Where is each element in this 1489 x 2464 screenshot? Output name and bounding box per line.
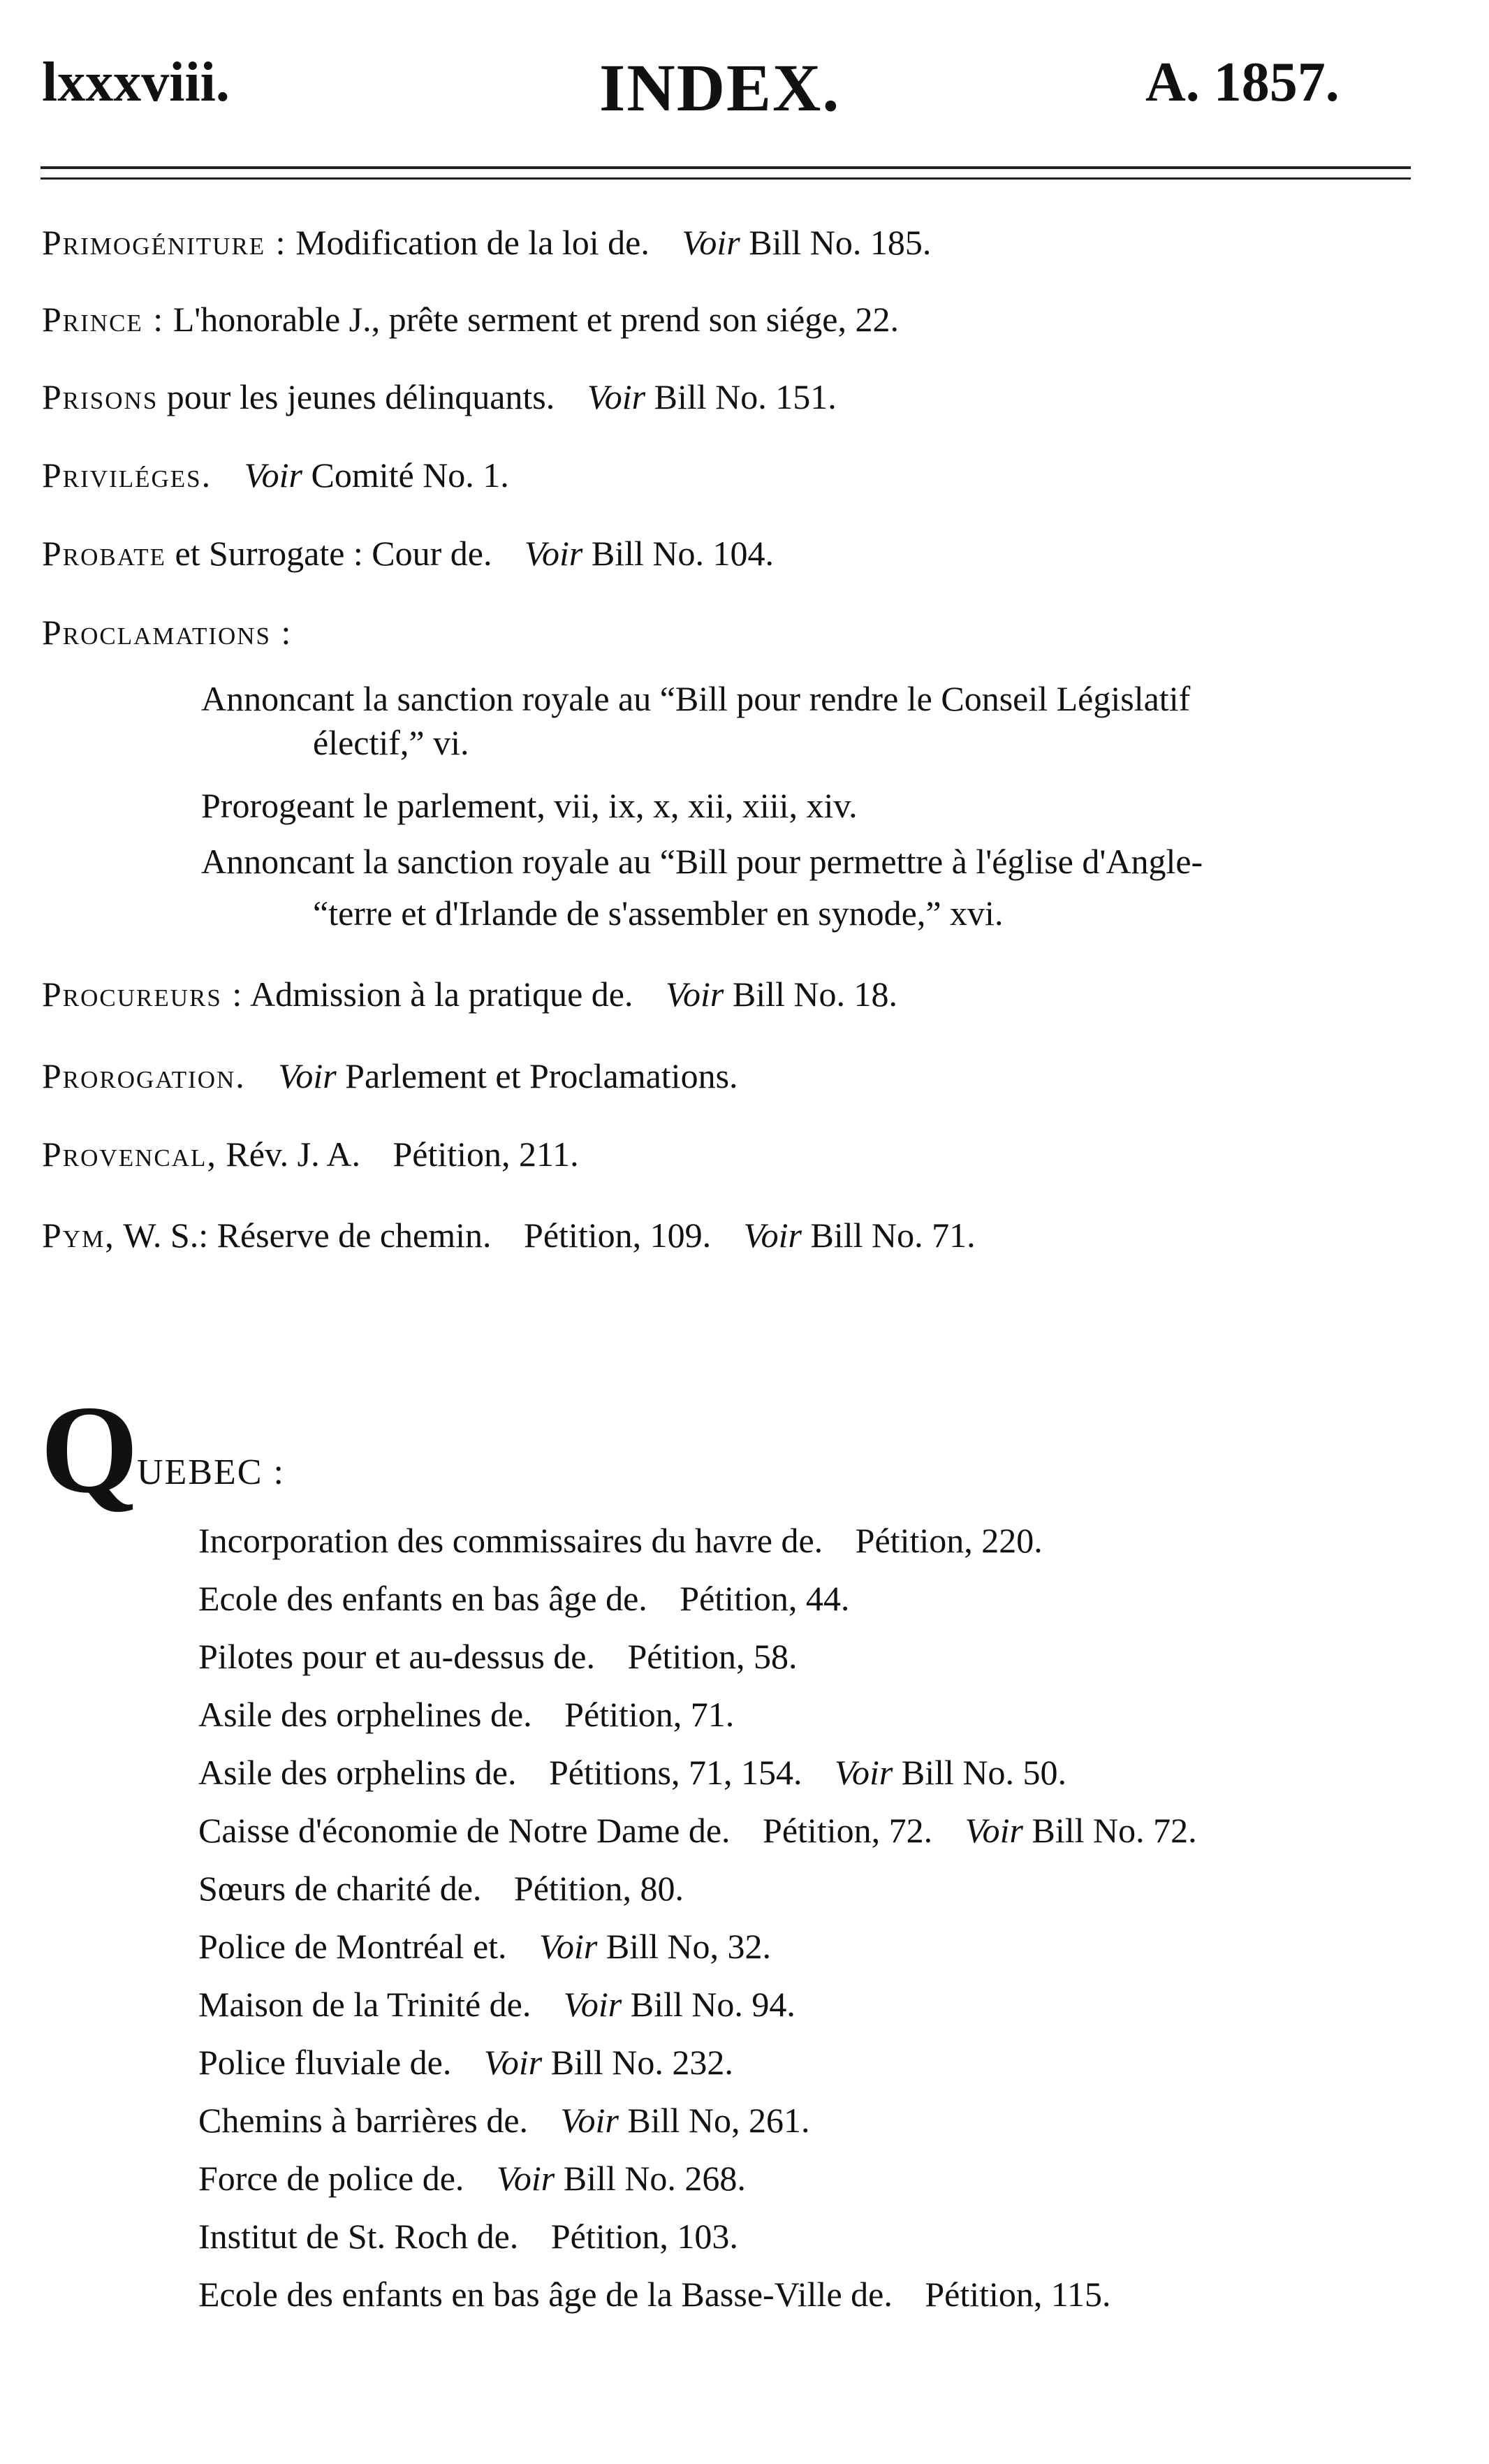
list-item (198, 1755, 1066, 1790)
list-item (198, 2161, 746, 2196)
quebec-initial: Q (41, 1380, 139, 1519)
item-text: Asile des orphelins de. (198, 1753, 517, 1792)
entry-text: Admission à la pratique de. (250, 975, 633, 1014)
list-item (198, 1523, 1043, 1558)
entry-heading: Procureurs : (42, 975, 244, 1014)
list-item-continuation: “terre et d'Irlande de s'assembler en synode,” xvi. (313, 894, 1004, 933)
entry-proclamations (42, 615, 292, 650)
item-ref-2: Bill No. 72. (1032, 1811, 1197, 1850)
entry-ref: Bill No. 18. (732, 975, 898, 1014)
list-item (198, 1987, 795, 2022)
header-rule-top (41, 166, 1411, 169)
entry-heading: Priviléges. (42, 455, 212, 495)
item-ref: Pétition, 80. (513, 1869, 684, 1908)
voir-label: Voir (666, 975, 724, 1014)
list-item (198, 2103, 810, 2138)
entry-heading: Primogéniture : (42, 223, 287, 262)
item-ref: Pétition, 71. (564, 1695, 735, 1734)
entry-prince (42, 302, 899, 337)
entry-heading: Provencal, (42, 1135, 217, 1174)
voir-label: Voir (682, 223, 740, 262)
list-item-continuation: électif,” vi. (313, 723, 469, 762)
entry-primogeniture (42, 225, 931, 260)
list-item (198, 1929, 771, 1964)
entry-text: et Surrogate : Cour de. (175, 534, 492, 573)
list-item (198, 2219, 738, 2254)
voir-label: Voir (560, 2101, 619, 2140)
entry-ref: Pétition, 109. (524, 1216, 712, 1255)
entry-heading: Prince : (42, 300, 165, 339)
item-ref: Pétitions, 71, 154. (548, 1753, 802, 1792)
voir-label: Voir (244, 455, 302, 495)
voir-label: Voir (496, 2159, 555, 2198)
page-title: INDEX. (599, 50, 841, 125)
item-ref-2: Bill No, 32. (606, 1927, 772, 1966)
entry-privileges (42, 455, 509, 495)
item-ref-2: Bill No. 94. (630, 1985, 795, 2024)
list-item (198, 1871, 684, 1906)
voir-label: Voir (563, 1985, 622, 2024)
entry-ref: Comité No. 1. (311, 455, 509, 495)
entry-probate (42, 536, 774, 571)
header-rule-bottom (41, 177, 1411, 180)
entry-ref: Parlement et Proclamations. (345, 1056, 738, 1095)
page-number: lxxxviii. (42, 52, 230, 113)
item-text: Police de Montréal et. (198, 1927, 507, 1966)
voir-label: Voir (587, 377, 646, 416)
item-text: Force de police de. (198, 2159, 464, 2198)
item-ref-2: Bill No. 232. (550, 2043, 733, 2082)
list-item: Prorogeant le parlement, vii, ix, x, xii, xiii, xiv. (201, 786, 858, 825)
list-item (198, 2277, 1111, 2312)
voir-label: Voir (539, 1927, 598, 1966)
item-text: Asile des orphelines de. (198, 1695, 532, 1734)
voir-label: Voir (835, 1753, 893, 1792)
item-text: Pilotes pour et au-dessus de. (198, 1637, 595, 1676)
entry-text: Modification de la loi de. (295, 223, 650, 262)
entry-pym (42, 1218, 976, 1253)
entry-heading: Proclamations : (42, 613, 293, 652)
voir-label: Voir (483, 2043, 543, 2082)
item-text: Chemins à barrières de. (198, 2101, 529, 2140)
entry-provencal (42, 1137, 579, 1172)
item-ref: Pétition, 220. (855, 1521, 1043, 1560)
list-item (198, 1581, 849, 1616)
item-text: Institut de St. Roch de. (198, 2217, 519, 2256)
item-text: Caisse d'économie de Notre Dame de. (198, 1811, 731, 1850)
entry-heading: Pym, (42, 1216, 115, 1255)
item-text: Maison de la Trinité de. (198, 1985, 531, 2024)
item-ref: Pétition, 58. (627, 1637, 798, 1676)
list-item: Annoncant la sanction royale au “Bill pour permettre à l'église d'Angle- (201, 842, 1203, 881)
item-ref-2: Bill No. 50. (901, 1753, 1066, 1792)
entry-heading: Probate (42, 534, 166, 573)
item-ref: Pétition, 115. (925, 2275, 1111, 2314)
item-ref: Pétition, 44. (680, 1579, 850, 1618)
item-ref: Pétition, 103. (550, 2217, 738, 2256)
year-label: A. 1857. (1145, 52, 1340, 113)
item-ref: Pétition, 72. (763, 1811, 933, 1850)
entry-procureurs (42, 977, 897, 1012)
item-text: Ecole des enfants en bas âge de. (198, 1579, 647, 1618)
entry-ref: Bill No. 151. (654, 377, 837, 416)
item-text: Ecole des enfants en bas âge de la Basse-Ville de. (198, 2275, 893, 2314)
voir-label: Voir (278, 1056, 337, 1095)
list-item (198, 1639, 798, 1674)
entry-ref-2: Bill No. 71. (810, 1216, 976, 1255)
voir-label: Voir (525, 534, 583, 573)
entry-prisons (42, 379, 837, 414)
entry-ref: Pétition, 211. (393, 1135, 579, 1174)
item-text: Incorporation des commissaires du havre de. (198, 1521, 823, 1560)
item-ref-2: Bill No. 268. (563, 2159, 746, 2198)
entry-ref: Bill No. 104. (591, 534, 774, 573)
item-text: Police fluviale de. (198, 2043, 452, 2082)
list-item (198, 1697, 734, 1732)
item-text: Sœurs de charité de. (198, 1869, 482, 1908)
entry-prorogation (42, 1058, 738, 1093)
list-item (198, 1813, 1197, 1848)
entry-text: L'honorable J., prête serment et prend son siége, 22. (173, 300, 899, 339)
entry-heading: Prisons (42, 377, 159, 416)
entry-text: W. S.: Réserve de chemin. (123, 1216, 492, 1255)
list-item: Annoncant la sanction royale au “Bill pour rendre le Conseil Législatif (201, 679, 1191, 718)
voir-label: Voir (743, 1216, 802, 1255)
voir-label: Voir (964, 1811, 1023, 1850)
quebec-heading: UEBEC : (137, 1452, 285, 1492)
item-ref-2: Bill No, 261. (627, 2101, 810, 2140)
entry-text: pour les jeunes délinquants. (166, 377, 555, 416)
list-item (198, 2045, 733, 2080)
entry-text: Rév. J. A. (226, 1135, 360, 1174)
entry-heading: Prorogation. (42, 1056, 246, 1095)
entry-ref: Bill No. 185. (749, 223, 932, 262)
